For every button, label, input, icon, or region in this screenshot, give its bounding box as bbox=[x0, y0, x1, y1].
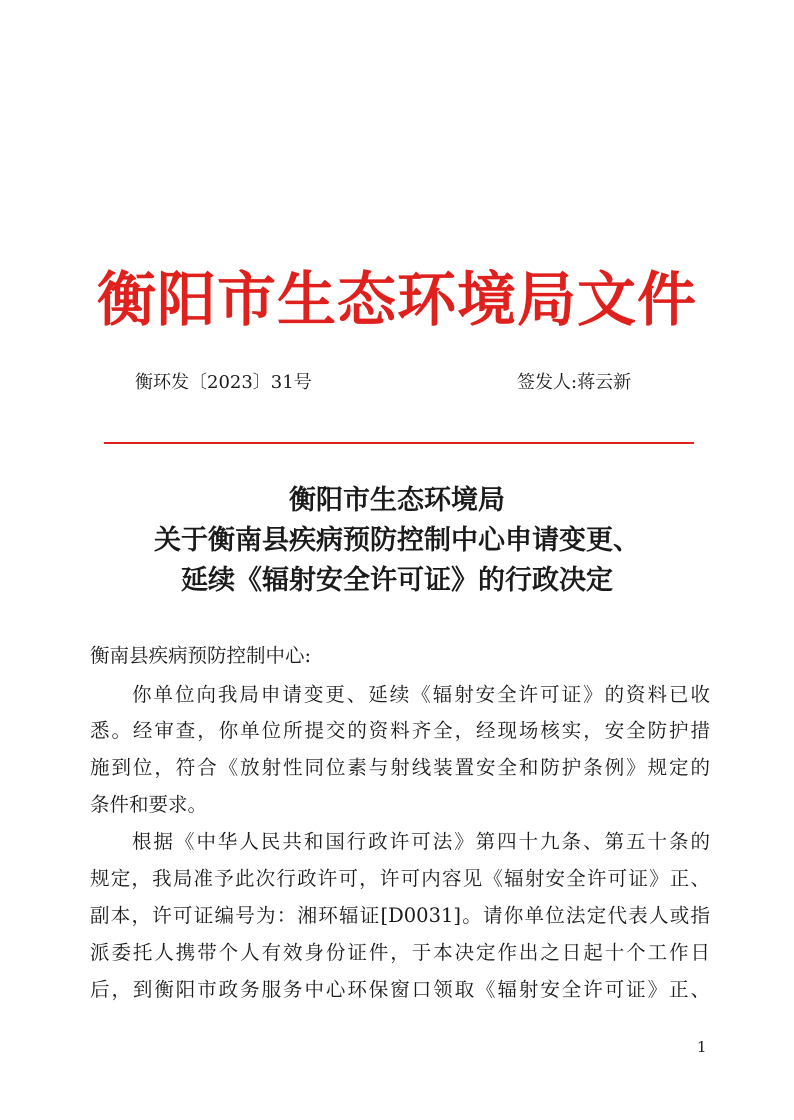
paragraph-1-line: 施到位，符合《放射性同位素与射线装置安全和防护条例》规定的 bbox=[90, 756, 710, 779]
red-divider-line bbox=[104, 442, 694, 444]
document-title-line-3: 延续《辐射安全许可证》的行政决定 bbox=[181, 565, 613, 596]
paragraph-2-line: 根据《中华人民共和国行政许可法》第四十九条、第五十条的 bbox=[132, 830, 710, 853]
paragraph-2-line: 规定，我局准予此次行政许可，许可内容见《辐射安全许可证》正、 bbox=[90, 867, 710, 890]
paragraph-1-line: 条件和要求。 bbox=[90, 793, 208, 816]
document-number: 衡环发〔2023〕31号 bbox=[135, 372, 312, 393]
agency-masthead: 衡阳市生态环境局文件 bbox=[96, 265, 697, 334]
paragraph-2-line: 后，到衡阳市政务服务中心环保窗口领取《辐射安全许可证》正、 bbox=[90, 978, 710, 1001]
issuer-signatory: 签发人:蒋云新 bbox=[517, 372, 632, 393]
paragraph-2-line: 副本，许可证编号为：湘环辐证[D0031]。请你单位法定代表人或指 bbox=[90, 904, 710, 927]
document-title-line-2: 关于衡南县疾病预防控制中心申请变更、 bbox=[154, 525, 640, 556]
salutation: 衡南县疾病预防控制中心: bbox=[90, 644, 312, 667]
paragraph-1-line: 悉。经审查，你单位所提交的资料齐全，经现场核实，安全防护措 bbox=[90, 719, 710, 742]
page-number: 1 bbox=[697, 1038, 707, 1056]
document-title-line-1: 衡阳市生态环境局 bbox=[289, 485, 505, 516]
paragraph-2-line: 派委托人携带个人有效身份证件，于本决定作出之日起十个工作日 bbox=[90, 941, 710, 964]
paragraph-1-line: 你单位向我局申请变更、延续《辐射安全许可证》的资料已收 bbox=[132, 683, 710, 706]
